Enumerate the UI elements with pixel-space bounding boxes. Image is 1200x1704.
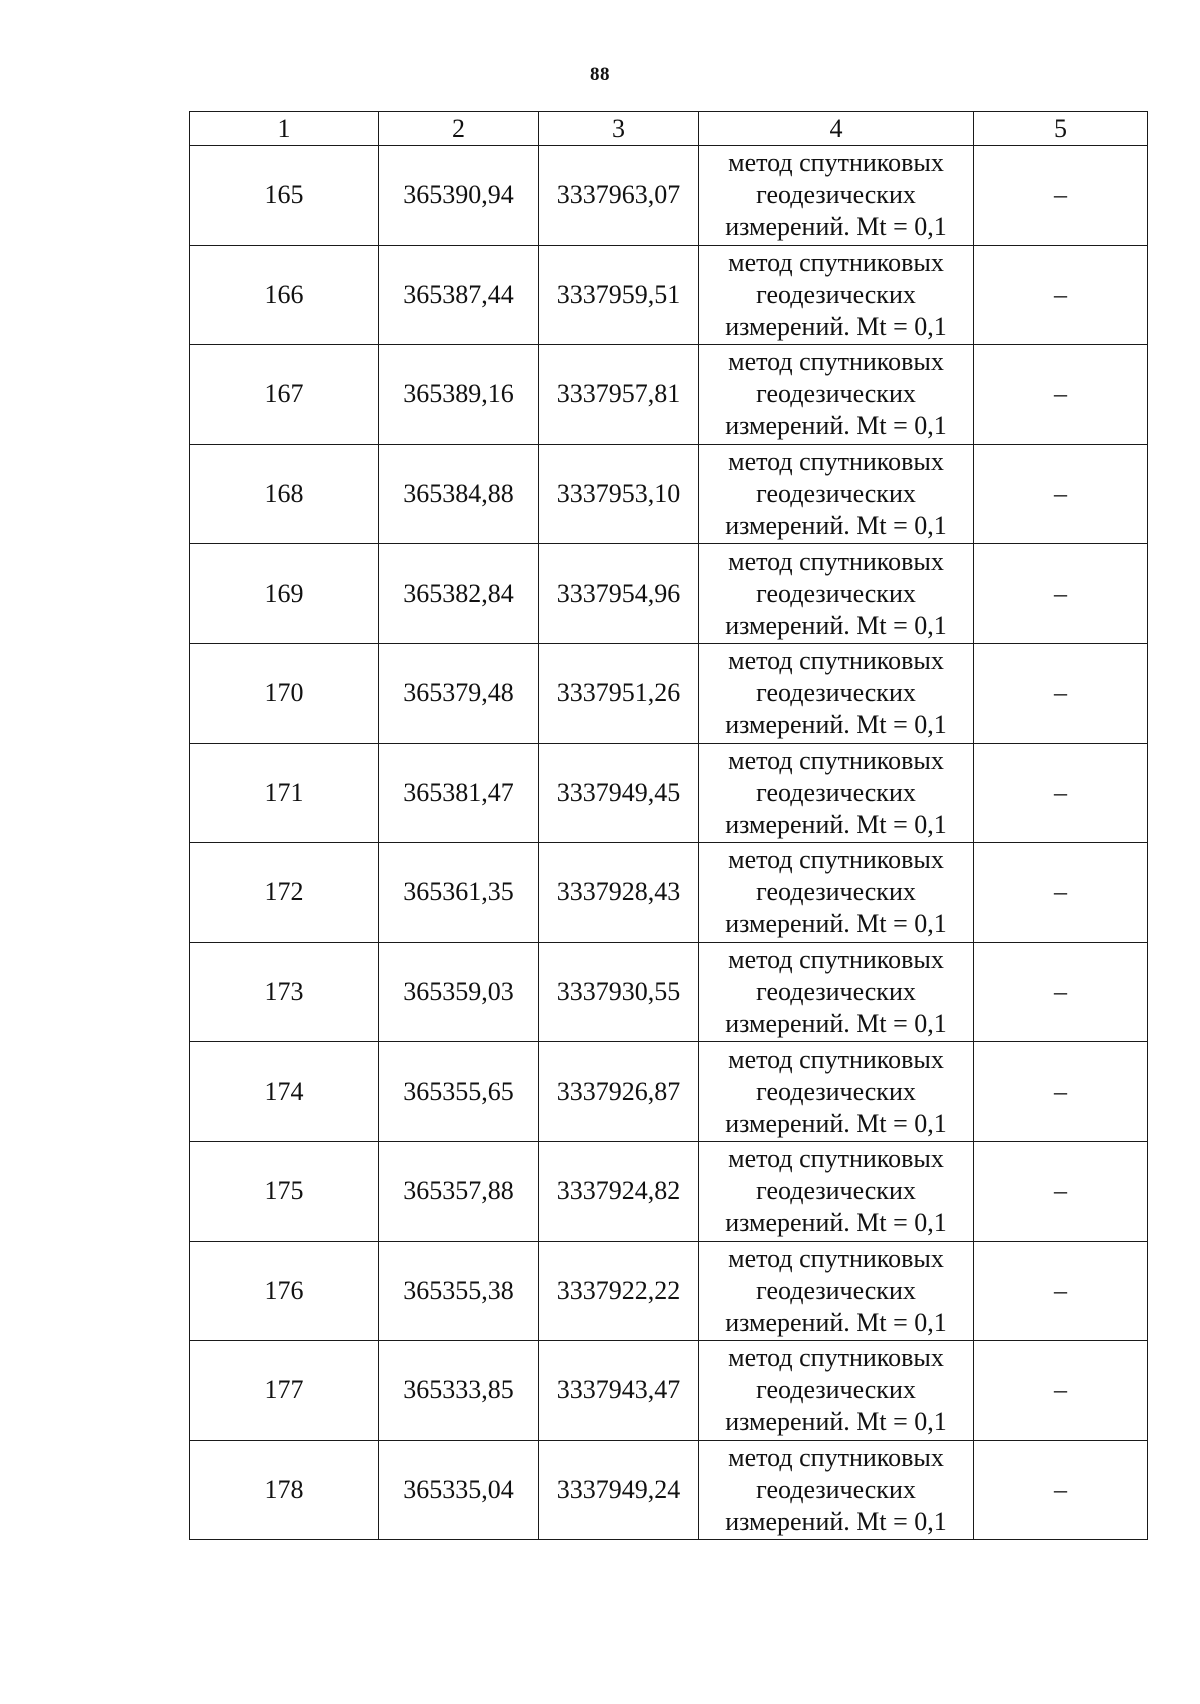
point-number-cell: 178 [190, 1440, 379, 1540]
method-line: измерений. Mt = 0,1 [725, 411, 947, 441]
method-line: метод спутниковых [728, 447, 944, 477]
method-cell [699, 1241, 974, 1341]
method-line: измерений. Mt = 0,1 [725, 1507, 947, 1537]
method-cell [699, 1440, 974, 1540]
note-cell: – [974, 1341, 1148, 1441]
y-coordinate-cell: 3337928,43 [539, 843, 699, 943]
method-line: измерений. Mt = 0,1 [725, 1208, 947, 1238]
method-line: измерений. Mt = 0,1 [725, 511, 947, 541]
method-cell [699, 942, 974, 1042]
x-coordinate-cell: 365381,47 [379, 743, 539, 843]
y-coordinate-cell: 3337949,45 [539, 743, 699, 843]
note-cell: – [974, 942, 1148, 1042]
note-cell: – [974, 345, 1148, 445]
method-line: метод спутниковых [728, 546, 944, 576]
point-number-cell: 169 [190, 544, 379, 644]
method-cell [699, 743, 974, 843]
table-body [190, 146, 1148, 1540]
table-row [190, 245, 1148, 345]
header-cell-1: 1 [190, 112, 379, 146]
y-coordinate-cell: 3337959,51 [539, 245, 699, 345]
method-line: метод спутниковых [728, 1443, 944, 1473]
method-line: метод спутниковых [728, 1243, 944, 1273]
method-line: геодезических [756, 279, 916, 309]
method-line: метод спутниковых [728, 745, 944, 775]
method-line: измерений. Mt = 0,1 [725, 909, 947, 939]
table-row [190, 643, 1148, 743]
page-number: 88 [590, 64, 610, 85]
table-row [190, 1042, 1148, 1142]
x-coordinate-cell: 365384,88 [379, 444, 539, 544]
point-number-cell: 172 [190, 843, 379, 943]
method-line: геодезических [756, 578, 916, 608]
x-coordinate-cell: 365390,94 [379, 146, 539, 246]
method-cell [699, 1341, 974, 1441]
method-line: геодезических [756, 180, 916, 210]
point-number-cell: 174 [190, 1042, 379, 1142]
y-coordinate-cell: 3337926,87 [539, 1042, 699, 1142]
method-line: геодезических [756, 1176, 916, 1206]
table-header [190, 112, 1148, 146]
note-cell: – [974, 743, 1148, 843]
point-number-cell: 173 [190, 942, 379, 1042]
method-line: метод спутниковых [728, 1144, 944, 1174]
method-line: метод спутниковых [728, 1044, 944, 1074]
note-cell: – [974, 1440, 1148, 1540]
y-coordinate-cell: 3337949,24 [539, 1440, 699, 1540]
header-cell-2: 2 [379, 112, 539, 146]
method-line: метод спутниковых [728, 1343, 944, 1373]
point-number-cell: 175 [190, 1141, 379, 1241]
method-cell [699, 345, 974, 445]
method-line: измерений. Mt = 0,1 [725, 1307, 947, 1337]
method-cell [699, 1141, 974, 1241]
note-cell: – [974, 843, 1148, 943]
method-line: измерений. Mt = 0,1 [725, 1108, 947, 1138]
table-row [190, 843, 1148, 943]
method-cell [699, 843, 974, 943]
note-cell: – [974, 544, 1148, 644]
method-line: метод спутниковых [728, 845, 944, 875]
note-cell: – [974, 146, 1148, 246]
y-coordinate-cell: 3337951,26 [539, 643, 699, 743]
point-number-cell: 176 [190, 1241, 379, 1341]
table-row [190, 743, 1148, 843]
table-row [190, 1440, 1148, 1540]
x-coordinate-cell: 365361,35 [379, 843, 539, 943]
method-cell [699, 544, 974, 644]
table-row [190, 345, 1148, 445]
method-line: измерений. Mt = 0,1 [725, 610, 947, 640]
method-line: геодезических [756, 1375, 916, 1405]
x-coordinate-cell: 365357,88 [379, 1141, 539, 1241]
note-cell: – [974, 245, 1148, 345]
table-row [190, 942, 1148, 1042]
note-cell: – [974, 444, 1148, 544]
header-row [190, 112, 1148, 146]
method-line: метод спутниковых [728, 347, 944, 377]
point-number-cell: 167 [190, 345, 379, 445]
table-row [190, 146, 1148, 246]
header-cell-3: 3 [539, 112, 699, 146]
method-cell [699, 444, 974, 544]
note-cell: – [974, 1042, 1148, 1142]
point-number-cell: 165 [190, 146, 379, 246]
method-line: геодезических [756, 1275, 916, 1305]
method-line: геодезических [756, 678, 916, 708]
method-cell [699, 146, 974, 246]
method-line: метод спутниковых [728, 646, 944, 676]
point-number-cell: 177 [190, 1341, 379, 1441]
point-number-cell: 170 [190, 643, 379, 743]
table-row [190, 544, 1148, 644]
point-number-cell: 171 [190, 743, 379, 843]
table-row [190, 1241, 1148, 1341]
x-coordinate-cell: 365355,38 [379, 1241, 539, 1341]
y-coordinate-cell: 3337953,10 [539, 444, 699, 544]
method-line: геодезических [756, 977, 916, 1007]
x-coordinate-cell: 365379,48 [379, 643, 539, 743]
method-line: геодезических [756, 1076, 916, 1106]
method-line: метод спутниковых [728, 148, 944, 178]
method-line: геодезических [756, 479, 916, 509]
x-coordinate-cell: 365359,03 [379, 942, 539, 1042]
method-cell [699, 245, 974, 345]
method-line: измерений. Mt = 0,1 [725, 809, 947, 839]
header-cell-4: 4 [699, 112, 974, 146]
point-number-cell: 168 [190, 444, 379, 544]
x-coordinate-cell: 365355,65 [379, 1042, 539, 1142]
table-row [190, 1341, 1148, 1441]
method-line: измерений. Mt = 0,1 [725, 212, 947, 242]
x-coordinate-cell: 365387,44 [379, 245, 539, 345]
y-coordinate-cell: 3337954,96 [539, 544, 699, 644]
note-cell: – [974, 1141, 1148, 1241]
y-coordinate-cell: 3337924,82 [539, 1141, 699, 1241]
method-line: геодезических [756, 777, 916, 807]
table-row [190, 444, 1148, 544]
y-coordinate-cell: 3337922,22 [539, 1241, 699, 1341]
table-row [190, 1141, 1148, 1241]
coordinates-table [189, 111, 1148, 1540]
y-coordinate-cell: 3337943,47 [539, 1341, 699, 1441]
method-line: измерений. Mt = 0,1 [725, 1009, 947, 1039]
point-number-cell: 166 [190, 245, 379, 345]
x-coordinate-cell: 365333,85 [379, 1341, 539, 1441]
method-line: метод спутниковых [728, 945, 944, 975]
method-line: метод спутниковых [728, 247, 944, 277]
y-coordinate-cell: 3337957,81 [539, 345, 699, 445]
method-line: измерений. Mt = 0,1 [725, 710, 947, 740]
method-line: геодезических [756, 379, 916, 409]
header-cell-5: 5 [974, 112, 1148, 146]
method-line: геодезических [756, 1475, 916, 1505]
note-cell: – [974, 643, 1148, 743]
note-cell: – [974, 1241, 1148, 1341]
method-cell [699, 643, 974, 743]
y-coordinate-cell: 3337963,07 [539, 146, 699, 246]
y-coordinate-cell: 3337930,55 [539, 942, 699, 1042]
method-cell [699, 1042, 974, 1142]
method-line: измерений. Mt = 0,1 [725, 1407, 947, 1437]
x-coordinate-cell: 365389,16 [379, 345, 539, 445]
method-line: геодезических [756, 877, 916, 907]
method-line: измерений. Mt = 0,1 [725, 311, 947, 341]
x-coordinate-cell: 365382,84 [379, 544, 539, 644]
x-coordinate-cell: 365335,04 [379, 1440, 539, 1540]
